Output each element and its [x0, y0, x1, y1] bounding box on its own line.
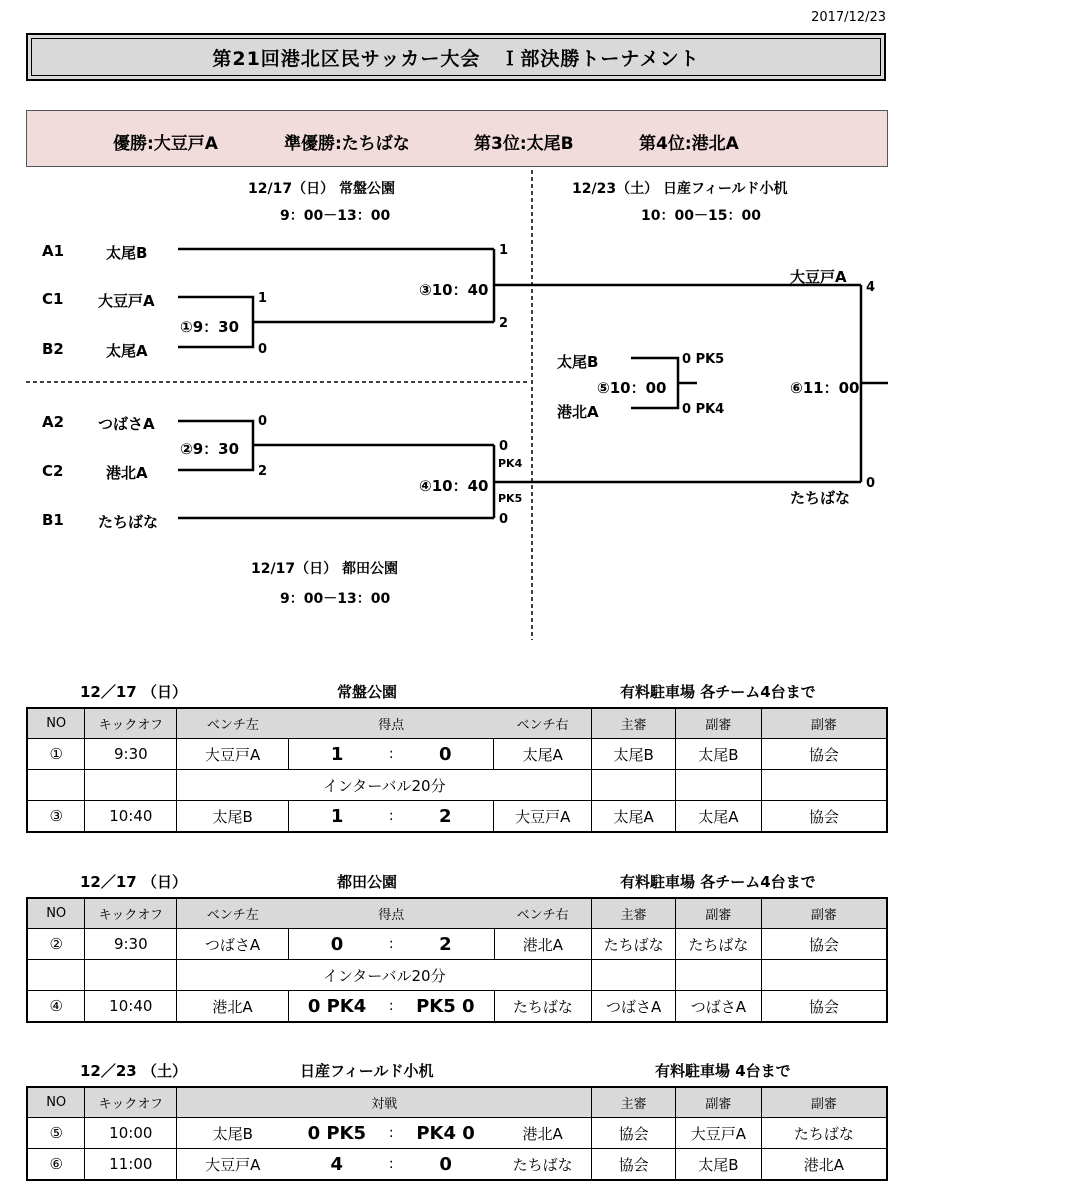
match5-score2: 0 PK4 [682, 402, 725, 417]
col-score: 得点 [288, 708, 493, 739]
seed-c2: C2 [42, 462, 64, 480]
table-header-row [27, 898, 887, 929]
third-place-label: 第3位:太尾B [474, 134, 574, 154]
sched1-venue: 常盤公園 [337, 683, 398, 701]
row-assist1: 太尾B [676, 1149, 762, 1181]
row-assist2: 協会 [761, 801, 887, 833]
match3-score2: 2 [499, 316, 509, 331]
team-b1: たちばな [98, 513, 159, 531]
col-assist1: 副審 [676, 898, 762, 929]
schedule-table-3 [26, 1086, 888, 1181]
col-no: NO [27, 1087, 85, 1118]
match5-score1: 0 PK5 [682, 352, 725, 367]
top-venue-time: 9：00－13：00 [280, 208, 391, 224]
team-c1: 大豆戸A [98, 292, 155, 310]
row-right-team: 太尾A [494, 739, 592, 770]
row-score1: 0 PK4 [288, 991, 385, 1023]
row-score2: 2 [397, 801, 494, 833]
row-assist1: 大豆戸A [676, 1118, 762, 1149]
bottom-venue-time: 9：00－13：00 [280, 591, 391, 607]
row-time: 11:00 [85, 1149, 177, 1181]
row-time: 10:00 [85, 1118, 177, 1149]
row-referee: 協会 [592, 1149, 676, 1181]
col-assist1: 副審 [676, 1087, 762, 1118]
row-no: ③ [27, 801, 85, 833]
row-left-team: 太尾B [177, 801, 289, 833]
interval-label: インターバル20分 [177, 770, 592, 801]
seed-b2: B2 [42, 340, 64, 358]
row-right-team: たちばな [494, 1149, 592, 1181]
match1-score2: 0 [258, 342, 268, 357]
row-no: ④ [27, 991, 85, 1023]
sched3-date: 12／23 （土） [80, 1062, 187, 1080]
row-time: 9:30 [85, 739, 177, 770]
row-assist2: 協会 [761, 929, 887, 960]
row-assist1: たちばな [676, 929, 762, 960]
row-referee: たちばな [592, 929, 676, 960]
match4-pk2: PK5 [498, 492, 523, 505]
col-referee: 主審 [592, 708, 676, 739]
seed-c1: C1 [42, 290, 64, 308]
row-colon: : [385, 991, 397, 1023]
sched1-parking: 有料駐車場 各チーム4台まで [620, 683, 816, 701]
row-colon: : [385, 929, 397, 960]
match1-score1: 1 [258, 291, 268, 306]
col-bench-right: ベンチ右 [494, 708, 592, 739]
row-time: 10:40 [85, 801, 177, 833]
sched3-venue: 日産フィールド小机 [300, 1062, 434, 1080]
row-right-team: 港北A [494, 1118, 592, 1149]
row-assist1: 太尾B [675, 739, 761, 770]
row-left-team: つばさA [177, 929, 289, 960]
row-score1: 0 PK5 [288, 1118, 385, 1149]
match6-label: ⑥11：00 [790, 379, 860, 397]
seed-a1: A1 [42, 242, 65, 260]
row-assist1: つばさA [676, 991, 762, 1023]
sched2-date: 12／17 （日） [80, 873, 187, 891]
match5-team1: 太尾B [557, 353, 599, 371]
row-time: 10:40 [85, 991, 177, 1023]
match2-score2: 2 [258, 464, 268, 479]
col-referee: 主審 [592, 1087, 676, 1118]
row-assist2: 協会 [761, 739, 887, 770]
right-venue-time: 10：00－15：00 [641, 208, 761, 224]
row-no: ⑥ [27, 1149, 85, 1181]
col-no: NO [27, 708, 85, 739]
schedule-table-1 [26, 707, 888, 833]
row-colon: : [385, 801, 397, 833]
row-referee: 太尾B [592, 739, 676, 770]
row-assist2: 協会 [761, 991, 887, 1023]
row-right-team: 港北A [494, 929, 592, 960]
row-left-team: 港北A [177, 991, 289, 1023]
row-left-team: 大豆戸A [177, 739, 289, 770]
interval-row [27, 960, 887, 991]
runner-up-label: 準優勝:たちばな [284, 134, 410, 154]
champion-label: 優勝:大豆戸A [113, 134, 218, 154]
seed-b1: B1 [42, 511, 64, 529]
interval-row [27, 770, 887, 801]
match4-label: ④10：40 [419, 477, 489, 495]
row-score2: 2 [397, 929, 494, 960]
row-no: ① [27, 739, 85, 770]
document-date: 2017/12/23 [811, 10, 886, 25]
match2-score1: 0 [258, 414, 268, 429]
row-colon: : [385, 1118, 397, 1149]
row-no: ⑤ [27, 1118, 85, 1149]
interval-label: インターバル20分 [177, 960, 592, 991]
col-referee: 主審 [592, 898, 676, 929]
row-colon: : [385, 739, 397, 770]
row-right-team: たちばな [494, 991, 592, 1023]
team-a2: つばさA [98, 415, 155, 433]
schedule-table-2 [26, 897, 888, 1023]
row-score1: 1 [288, 739, 385, 770]
row-score1: 4 [288, 1149, 385, 1181]
page-title: 第21回港北区民サッカー大会 Ｉ部決勝トーナメント [31, 38, 881, 76]
row-score1: 0 [288, 929, 385, 960]
table-row [27, 801, 887, 833]
table-row [27, 1118, 887, 1149]
row-score2: 0 [397, 1149, 494, 1181]
row-assist2: 港北A [761, 1149, 887, 1181]
col-assist2: 副審 [761, 898, 887, 929]
match6-team2: たちばな [790, 489, 851, 507]
row-referee: 協会 [592, 1118, 676, 1149]
match5-label: ⑤10：00 [597, 379, 667, 397]
row-no: ② [27, 929, 85, 960]
sched3-parking: 有料駐車場 4台まで [655, 1062, 791, 1080]
match4-score1: 0 [499, 439, 509, 454]
team-c2: 港北A [106, 464, 148, 482]
col-score: 得点 [288, 898, 494, 929]
col-match: 対戦 [177, 1087, 592, 1118]
row-score1: 1 [288, 801, 385, 833]
match4-pk1: PK4 [498, 457, 523, 470]
table-header-row [27, 1087, 887, 1118]
col-bench-right: ベンチ右 [494, 898, 592, 929]
match4-score2: 0 [499, 512, 509, 527]
row-referee: つばさA [592, 991, 676, 1023]
right-venue-date: 12/23（土） 日産フィールド小机 [572, 181, 788, 197]
row-referee: 太尾A [592, 801, 676, 833]
col-no: NO [27, 898, 85, 929]
table-row [27, 1149, 887, 1181]
col-assist1: 副審 [675, 708, 761, 739]
table-row [27, 739, 887, 770]
row-assist2: たちばな [761, 1118, 887, 1149]
match2-label: ②9：30 [180, 440, 240, 458]
match6-team1: 大豆戸A [790, 268, 847, 286]
match5-team2: 港北A [557, 403, 599, 421]
top-venue-date: 12/17（日） 常盤公園 [248, 181, 395, 197]
fourth-place-label: 第4位:港北A [639, 134, 739, 154]
match6-score1: 4 [866, 280, 876, 295]
match3-label: ③10：40 [419, 281, 489, 299]
seed-a2: A2 [42, 413, 65, 431]
team-a1: 太尾B [106, 244, 148, 262]
row-left-team: 大豆戸A [177, 1149, 289, 1181]
sched2-venue: 都田公園 [337, 873, 398, 891]
col-assist2: 副審 [761, 1087, 887, 1118]
row-right-team: 大豆戸A [494, 801, 592, 833]
row-assist1: 太尾A [675, 801, 761, 833]
sched1-date: 12／17 （日） [80, 683, 187, 701]
col-kickoff: キックオフ [85, 898, 177, 929]
sched2-parking: 有料駐車場 各チーム4台まで [620, 873, 816, 891]
row-score2: 0 [397, 739, 494, 770]
match1-label: ①9：30 [180, 318, 240, 336]
col-assist2: 副審 [761, 708, 887, 739]
table-row [27, 929, 887, 960]
match6-score2: 0 [866, 476, 876, 491]
row-colon: : [385, 1149, 397, 1181]
row-left-team: 太尾B [177, 1118, 289, 1149]
col-bench-left: ベンチ左 [177, 708, 289, 739]
col-kickoff: キックオフ [85, 708, 177, 739]
row-score2: PK5 0 [397, 991, 494, 1023]
table-row [27, 991, 887, 1023]
col-bench-left: ベンチ左 [177, 898, 289, 929]
row-time: 9:30 [85, 929, 177, 960]
bottom-venue-date: 12/17（日） 都田公園 [251, 561, 398, 577]
table-header-row [27, 708, 887, 739]
col-kickoff: キックオフ [85, 1087, 177, 1118]
team-b2: 太尾A [106, 342, 148, 360]
row-score2: PK4 0 [397, 1118, 494, 1149]
match3-score1: 1 [499, 243, 509, 258]
